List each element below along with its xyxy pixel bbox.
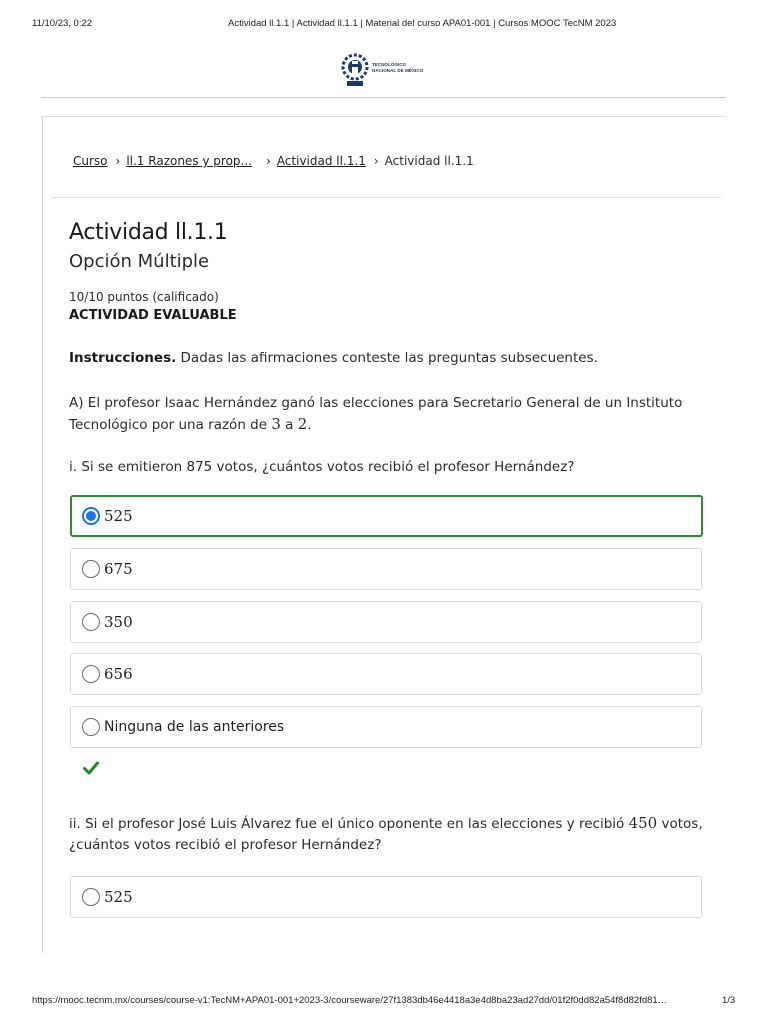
breadcrumb-section-link[interactable]: ll.1 Razones y prop...: [126, 154, 252, 168]
print-header: [0, 18, 768, 32]
option-label: Ninguna de las anteriores: [104, 719, 285, 735]
chevron-right-icon: ›: [266, 154, 271, 168]
tecnm-logo: [341, 50, 431, 90]
question-2-text-start: ii. Si el profesor José Luis Álvarez fue el único oponente en las elecciones y recibió: [69, 816, 629, 832]
breadcrumb-current: Actividad ll.1.1: [384, 154, 474, 168]
q2-option-525[interactable]: [70, 876, 702, 918]
logo-line-1: TECNOLÓGICO: [372, 62, 407, 67]
logo-wordmark: [372, 62, 423, 74]
option-label: 675: [104, 560, 133, 578]
breadcrumb-course-link[interactable]: Curso: [73, 154, 108, 168]
radio-dot: [86, 511, 96, 521]
option-label: 350: [104, 613, 133, 631]
print-footer: [0, 995, 768, 1009]
chevron-right-icon: ›: [373, 154, 379, 168]
radio-selected-icon[interactable]: [82, 507, 100, 525]
print-page-title: Actividad ll.1.1 | Actividad ll.1.1 | Material del curso APA01-001 | Cursos MOOC TecNM 2023: [228, 18, 617, 29]
radio-icon[interactable]: [82, 888, 100, 906]
option-label: 656: [104, 665, 133, 683]
question-2-text: [69, 813, 709, 856]
activity-card: [42, 116, 727, 953]
breadcrumb-activity-link[interactable]: Actividad ll.1.1: [276, 154, 366, 168]
page-number: 1/3: [722, 995, 736, 1006]
logo-line-2: NACIONAL DE MÉXICO: [372, 68, 424, 73]
problem-text: A) El profesor Isaac Hernández ganó las elecciones para Secretario General de un Instituto Tecnológico por una razón de: [69, 395, 683, 433]
q1-option-350[interactable]: [70, 601, 702, 643]
breadcrumb: [73, 154, 474, 168]
problem-end: .: [307, 417, 312, 433]
q1-option-none[interactable]: [70, 706, 702, 748]
instructions: [69, 350, 598, 366]
radio-icon[interactable]: [82, 718, 100, 736]
problem-statement: [69, 393, 709, 436]
breadcrumb-divider: [51, 197, 721, 198]
question-1-text: i. Si se emitieron 875 votos, ¿cuántos votos recibió el profesor Hernández?: [69, 459, 575, 475]
points-score: 10/10 puntos (calificado): [69, 290, 219, 304]
chevron-right-icon: ›: [115, 154, 121, 168]
opponent-votes: 450: [628, 814, 658, 832]
q1-option-656[interactable]: [70, 653, 702, 695]
radio-icon[interactable]: [82, 560, 100, 578]
tecnm-emblem-icon: [341, 50, 369, 88]
q1-option-675[interactable]: [70, 548, 702, 590]
question-2-text-end: votos, ¿cuántos votos recibió el profesor Hernández?: [69, 816, 703, 853]
correct-check-icon: [83, 761, 99, 775]
radio-icon[interactable]: [82, 613, 100, 631]
ratio-b: 2: [297, 415, 308, 433]
graded-label: ACTIVIDAD EVALUABLE: [69, 308, 237, 323]
page-subtitle: Opción Múltiple: [69, 251, 210, 272]
instructions-heading: Instrucciones.: [69, 350, 177, 366]
option-label: 525: [104, 507, 133, 525]
header-divider: [41, 97, 726, 98]
page-title: Actividad ll.1.1: [69, 220, 228, 245]
print-date: 11/10/23, 0:22: [32, 18, 93, 29]
option-label: 525: [104, 888, 133, 906]
instructions-text: Dadas las afirmaciones conteste las preguntas subsecuentes.: [176, 350, 598, 366]
ratio-connector: a: [280, 417, 298, 433]
q1-option-525[interactable]: [70, 495, 703, 537]
ratio-a: 3: [271, 415, 281, 433]
page-url: https://mooc.tecnm.mx/courses/course-v1:TecNM+APA01-001+2023-3/courseware/27f1383db46e4418a3e4d8ba23ad27dd/01f2f0dd82a54f8d82fd81…: [32, 995, 668, 1006]
radio-icon[interactable]: [82, 665, 100, 683]
